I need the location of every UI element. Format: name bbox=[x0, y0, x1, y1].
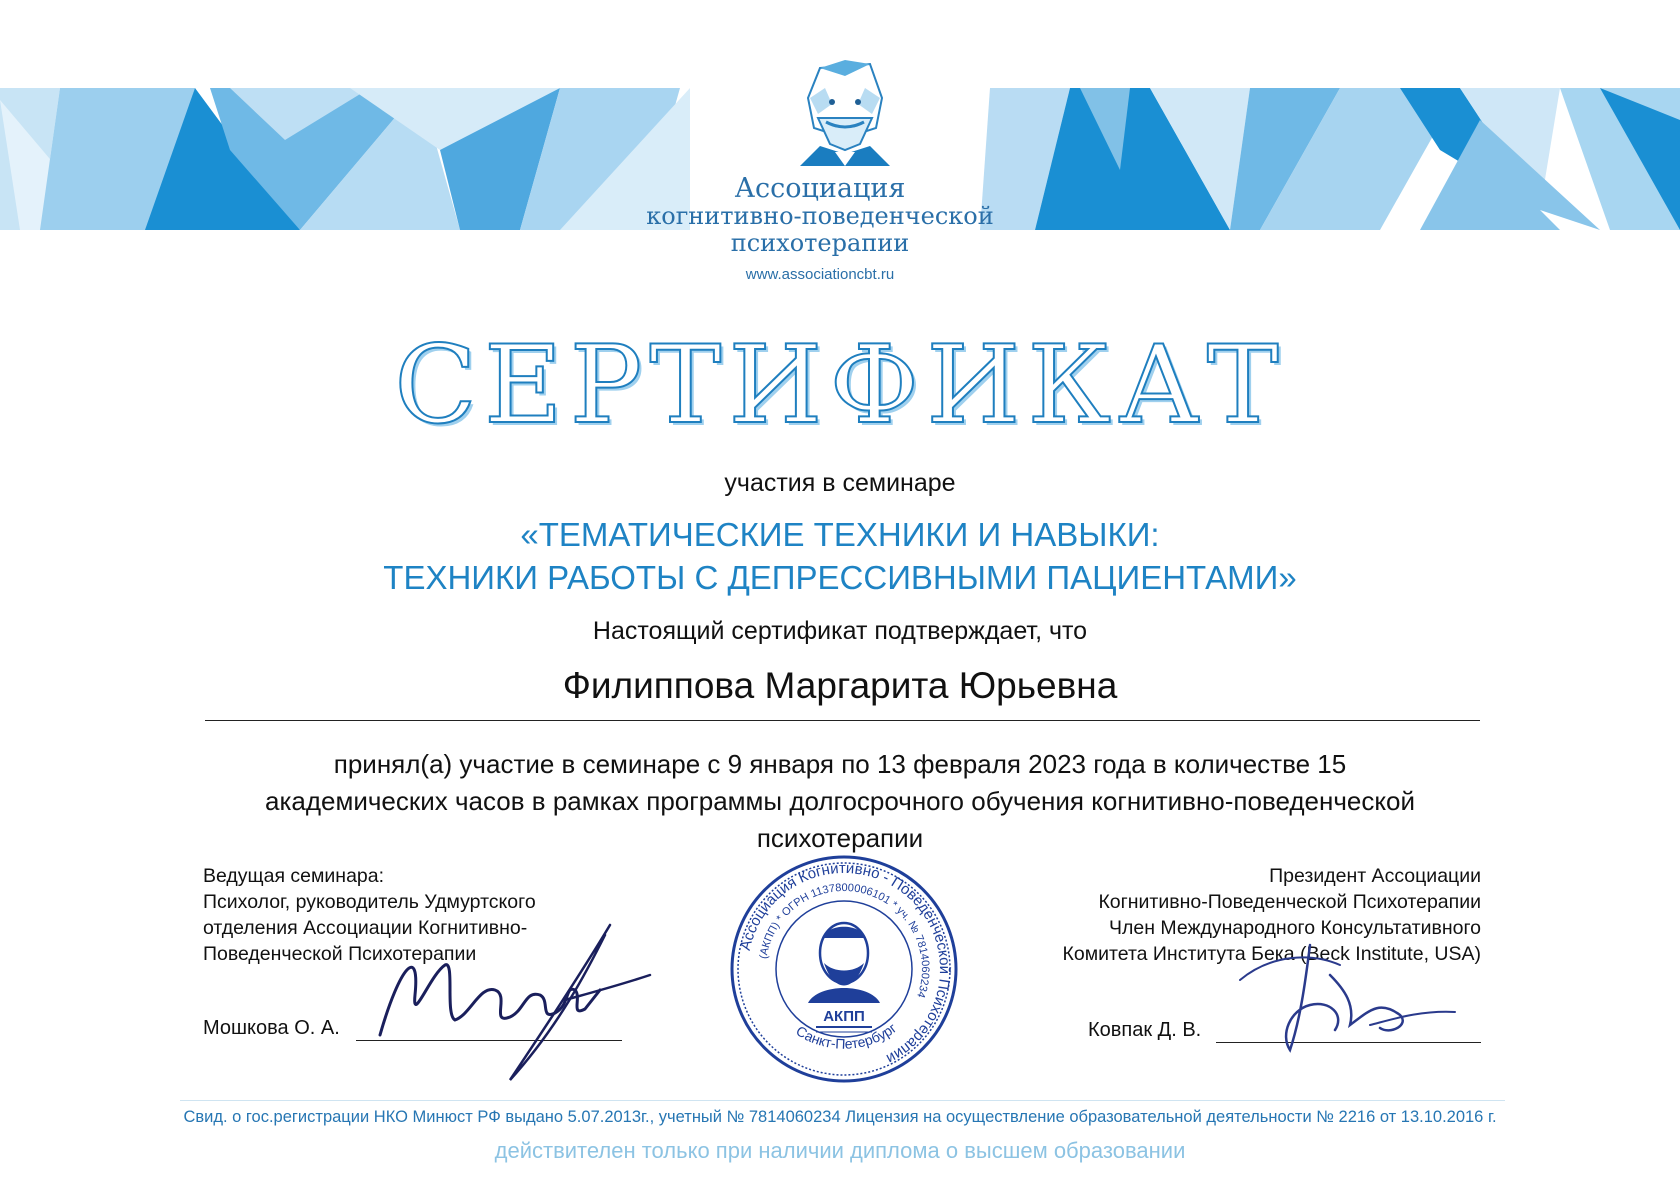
stamp-inner-text: (АКПП) * ОГРН 1137800006101 * уч. № 7814060234 bbox=[757, 881, 932, 1000]
seminar-title-line2: ТЕХНИКИ РАБОТЫ С ДЕПРЕССИВНЫМИ ПАЦИЕНТАМИ» bbox=[383, 559, 1297, 596]
confirm-text: Настоящий сертификат подтверждает, что bbox=[592, 617, 1088, 645]
seminar-title-line1: «ТЕМАТИЧЕСКИЕ ТЕХНИКИ И НАВЫКИ: bbox=[520, 516, 1160, 553]
left-handwritten-signature bbox=[360, 905, 660, 1085]
right-signatory-name: Ковпак Д. В. bbox=[1088, 1019, 1202, 1041]
right-signatory-line: Когнитивно-Поведенческой Психотерапии bbox=[1098, 891, 1481, 913]
association-name-line1: Ассоциация bbox=[734, 173, 906, 204]
name-underline bbox=[205, 720, 1480, 721]
right-signatory-line: Член Международного Консультативного bbox=[1109, 917, 1481, 939]
right-signatory-line: Президент Ассоциации bbox=[1269, 865, 1481, 887]
body-text-line2: академических часов в рамках программы долгосрочного обучения когнитивно-поведенческой bbox=[264, 786, 1416, 816]
footer-validity: действителен только при наличии диплома о высшем образовании bbox=[494, 1138, 1186, 1163]
left-signatory-line: отделения Ассоциации Когнитивно- bbox=[203, 917, 528, 939]
footer-registration: Свид. о гос.регистрации НКО Минюст РФ выдано 5.07.2013г., учетный № 7814060234 Лицензия на осуществление образовательной деятельности № 2216 от 13.10.2016 г. bbox=[183, 1108, 1497, 1126]
official-stamp bbox=[728, 853, 960, 1085]
association-website: www.associationcbt.ru bbox=[745, 266, 895, 283]
stamp-city: Санкт-Петербург bbox=[793, 1019, 900, 1052]
certificate-subtitle: участия в семинаре bbox=[724, 469, 956, 497]
body-text-line1: принял(а) участие в семинаре с 9 января по 13 февраля 2023 года в количестве 15 bbox=[333, 749, 1347, 779]
footer-divider bbox=[180, 1100, 1505, 1101]
association-logo bbox=[790, 58, 900, 168]
recipient-name: Филиппова Маргарита Юрьевна bbox=[562, 665, 1118, 706]
stamp-abbreviation: АКПП bbox=[823, 1008, 865, 1025]
right-handwritten-signature bbox=[1230, 940, 1470, 1060]
association-name-line2: когнитивно-поведенческой bbox=[646, 202, 994, 230]
left-signatory-name: Мошкова О. А. bbox=[203, 1017, 340, 1039]
association-name-line3: психотерапии bbox=[730, 229, 910, 257]
stamp-outer-text: Ассоциация Когнитивно - Поведенческой Психотерапии bbox=[736, 859, 954, 1068]
left-signatory-line: Психолог, руководитель Удмуртского bbox=[203, 891, 536, 913]
certificate-title: СЕРТИФИКАТ bbox=[394, 323, 1286, 448]
body-text-line3: психотерапии bbox=[756, 823, 924, 853]
left-signatory-line: Ведущая семинара: bbox=[203, 865, 385, 887]
left-signatory-line: Поведенческой Психотерапии bbox=[203, 943, 477, 965]
right-signatory-line: Комитета Института Бека (Beck Institute, USA) bbox=[1062, 943, 1481, 965]
